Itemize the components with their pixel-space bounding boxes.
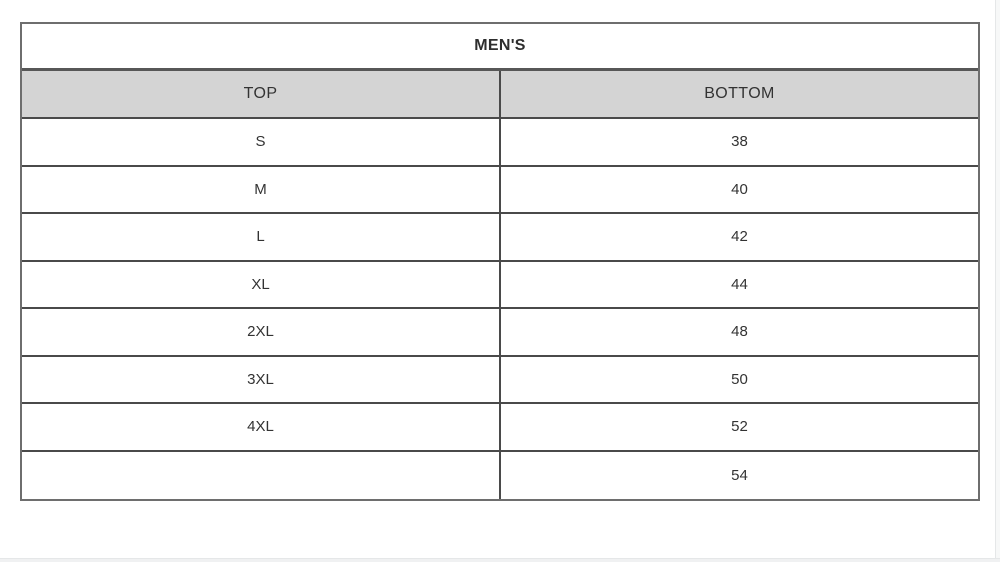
table-row <box>22 309 978 357</box>
top-size-cell-empty <box>22 452 499 500</box>
bottom-size-cell: 50 <box>499 357 978 403</box>
bottom-size-cell: 42 <box>499 214 978 260</box>
table-row <box>22 452 978 500</box>
table-row <box>22 404 978 452</box>
table-row <box>22 119 978 167</box>
table-header-row <box>22 71 978 119</box>
top-size-cell: XL <box>251 275 270 293</box>
column-header-top: TOP <box>243 85 278 102</box>
table-row <box>22 167 978 215</box>
mens-size-chart-table <box>20 22 980 501</box>
bottom-size-cell: 52 <box>499 404 978 450</box>
top-size-cell: 3XL <box>247 370 274 388</box>
table-title-row <box>22 24 978 71</box>
top-size-cell: M <box>254 180 267 198</box>
bottom-size-cell: 40 <box>499 167 978 213</box>
column-header-bottom: BOTTOM <box>499 71 978 117</box>
table-row <box>22 214 978 262</box>
bottom-size-cell: 48 <box>499 309 978 355</box>
table-title: MEN'S <box>474 37 526 54</box>
top-size-cell: 4XL <box>247 418 274 436</box>
page-right-edge <box>995 0 1000 562</box>
top-size-cell: S <box>255 133 266 151</box>
top-size-cell: L <box>256 228 265 246</box>
table-row <box>22 357 978 405</box>
page-bottom-edge <box>0 558 1000 562</box>
bottom-size-cell: 44 <box>499 262 978 308</box>
top-size-cell: 2XL <box>247 323 274 341</box>
bottom-size-cell: 54 <box>499 452 978 500</box>
table-row <box>22 262 978 310</box>
bottom-size-cell: 38 <box>499 119 978 165</box>
